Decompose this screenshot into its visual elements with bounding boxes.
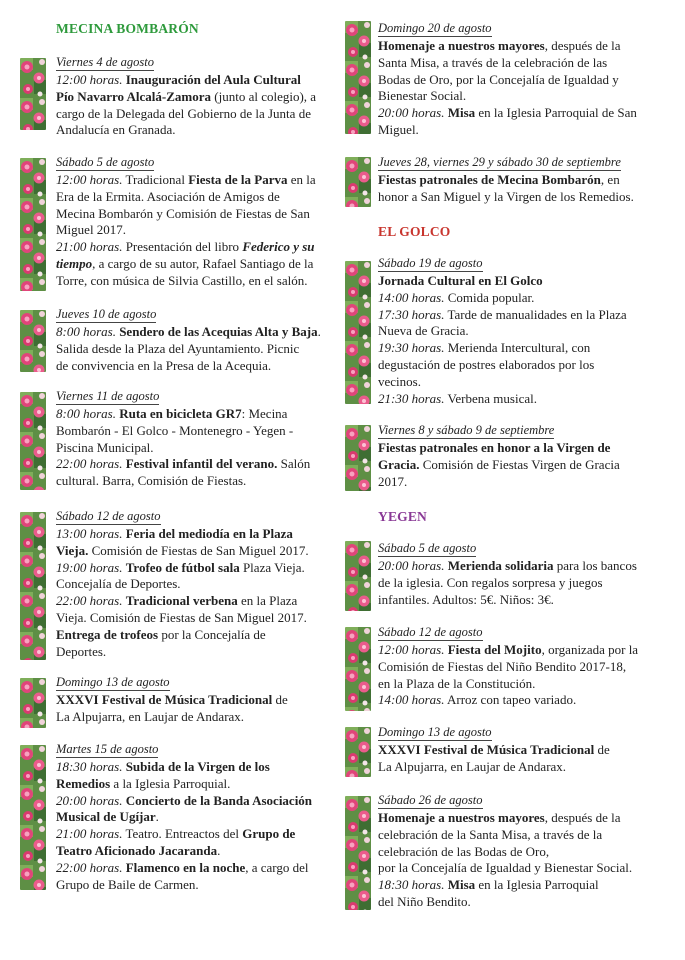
event-body: Homenaje a nuestros mayores, después de la celebración de la Santa Misa, a través de la celebración de las Bodas de Oro, por la Concejalía de Igualdad y Bienestar Social. 18:30 horas. Misa en la Iglesia Parroquial del Niño Bendito. (378, 810, 633, 909)
event-date: Viernes 11 de agosto (56, 389, 160, 403)
event-yegen-1 (345, 541, 685, 613)
event-mecina-9 (345, 155, 685, 210)
flower-strip-image (345, 796, 371, 910)
event-date: Domingo 13 de agosto (56, 675, 170, 689)
event-body: 18:30 horas. Subida de la Virgen de los Remedios a la Iglesia Parroquial. 20:00 horas. Concierto de la Banda Asociación Musical de Ugíjar. 21:00 horas. Teatro. Entreactos del Grupo de Teatro Aficionado Jacaranda. 22:00 horas. Flamenco en la noche, a cargo del Grupo de Baile de Carmen. (56, 759, 313, 892)
section-title-mecina: MECINA BOMBARÓN (56, 21, 199, 36)
event-yegen-2 (345, 625, 685, 715)
event-body: XXXVI Festival de Música Tradicional de La Alpujarra, en Laujar de Andarax. (378, 742, 610, 774)
event-body: 8:00 horas. Ruta en bicicleta GR7: Mecina Bombarón - El Golco - Montenegro - Yegen - Piscina Municipal. 22:00 horas. Festival infantil del verano. Salón cultural. Barra, Comisión de Fiestas. (56, 406, 311, 489)
flower-strip-image (20, 678, 46, 728)
event-date: Sábado 5 de agosto (56, 155, 155, 169)
section-title-yegen: YEGEN (378, 509, 428, 524)
flower-strip-image (20, 310, 46, 372)
event-body: 12:00 horas. Inauguración del Aula Cultural Pío Navarro Alcalá-Zamora (junto al colegio), a cargo de la Delegada del Gobierno de la Junta de Andalucía en Granada. (56, 72, 317, 138)
event-mecina-5 (20, 509, 342, 664)
section-title-golco: EL GOLCO (378, 224, 451, 239)
event-body: XXXVI Festival de Música Tradicional de La Alpujarra, en Laujar de Andarax. (56, 692, 288, 724)
event-body: 13:00 horas. Feria del mediodía en la Plaza Vieja. Comisión de Fiestas de San Miguel 2017. 19:00 horas. Trofeo de fútbol sala Plaza Vieja. Concejalía de Deportes. 22:00 horas. Tradicional verbena en la Plaza Vieja. Comisión de Fiestas de San Miguel 2017. Entrega de trofeos por la Concejalía de Deportes. (56, 526, 309, 659)
flower-strip-image (20, 58, 46, 130)
event-date: Sábado 19 de agosto (378, 256, 483, 270)
flower-strip-image (345, 21, 371, 134)
event-body: 12:00 horas. Tradicional Fiesta de la Parva en la Era de la Ermita. Asociación de Amigos de Mecina Bombarón y Comisión de Fiestas de San Miguel 2017. 21:00 horas. Presentación del libro Federico y su tiempo, a cargo de su autor, Rafael Santiago de la Torre, con música de Silvia Castillo, en el salón. (56, 172, 316, 288)
event-mecina-8 (345, 21, 685, 141)
event-yegen-3 (345, 725, 685, 780)
event-body: Fiestas patronales en honor a la Virgen de Gracia. Comisión de Fiestas Virgen de Gracia 2017. (378, 440, 620, 489)
event-mecina-3 (20, 307, 342, 377)
event-mecina-4 (20, 389, 342, 494)
flower-strip-image (345, 541, 371, 611)
event-yegen-4 (345, 793, 685, 913)
event-date: Sábado 12 de agosto (378, 625, 483, 639)
event-date: Viernes 4 de agosto (56, 55, 155, 69)
event-body: Homenaje a nuestros mayores, después de la Santa Misa, a través de la celebración de las Bodas de Oro, por la Concejalía de Igualdad y Bienestar Social. 20:00 horas. Misa en la Iglesia Parroquial de San Miguel. (378, 38, 637, 137)
event-body: 20:00 horas. Merienda solidaria para los bancos de la iglesia. Con regalos sorpresa y juegos infantiles. Adultos: 5€. Niños: 3€. (378, 558, 637, 607)
flower-strip-image (20, 512, 46, 660)
event-date: Martes 15 de agosto (56, 742, 159, 756)
flower-strip-image (345, 261, 371, 404)
event-golco-1 (345, 256, 685, 408)
flower-strip-image (345, 425, 371, 491)
flower-strip-image (20, 158, 46, 291)
flower-strip-image (345, 157, 371, 207)
event-mecina-1 (20, 55, 342, 140)
event-mecina-2 (20, 155, 342, 295)
event-date: Jueves 28, viernes 29 y sábado 30 de septiembre (378, 155, 621, 169)
event-body: Jornada Cultural en El Golco 14:00 horas. Comida popular. 17:30 horas. Tarde de manualidades en la Plaza Nueva de Gracia. 19:30 horas. Merienda Intercultural, con degustación de postres elaborados por los vecinos. 21:30 horas. Verbena musical. (378, 273, 627, 406)
event-date: Viernes 8 y sábado 9 de septiembre (378, 423, 555, 437)
flower-strip-image (345, 727, 371, 777)
flower-strip-image (345, 627, 371, 711)
event-date: Jueves 10 de agosto (56, 307, 157, 321)
event-golco-2 (345, 423, 685, 495)
event-mecina-6 (20, 675, 342, 730)
event-date: Sábado 12 de agosto (56, 509, 161, 523)
event-mecina-7 (20, 742, 342, 892)
event-date: Domingo 13 de agosto (378, 725, 492, 739)
event-body: 12:00 horas. Fiesta del Mojito, organizada por la Comisión de Fiestas del Niño Bendito 2017-18, en la Plaza de la Constitución. 14:00 horas. Arroz con tapeo variado. (378, 642, 639, 708)
flower-strip-image (20, 392, 46, 490)
event-date: Sábado 26 de agosto (378, 793, 483, 807)
event-date: Sábado 5 de agosto (378, 541, 477, 555)
event-body: 8:00 horas. Sendero de las Acequias Alta y Baja. Salida desde la Plaza del Ayuntamiento. Picnic de convivencia en la Presa de la Acequia. (56, 324, 321, 373)
flower-strip-image (20, 745, 46, 890)
event-body: Fiestas patronales de Mecina Bombarón, en honor a San Miguel y la Virgen de los Remedios. (378, 172, 634, 204)
event-date: Domingo 20 de agosto (378, 21, 492, 35)
